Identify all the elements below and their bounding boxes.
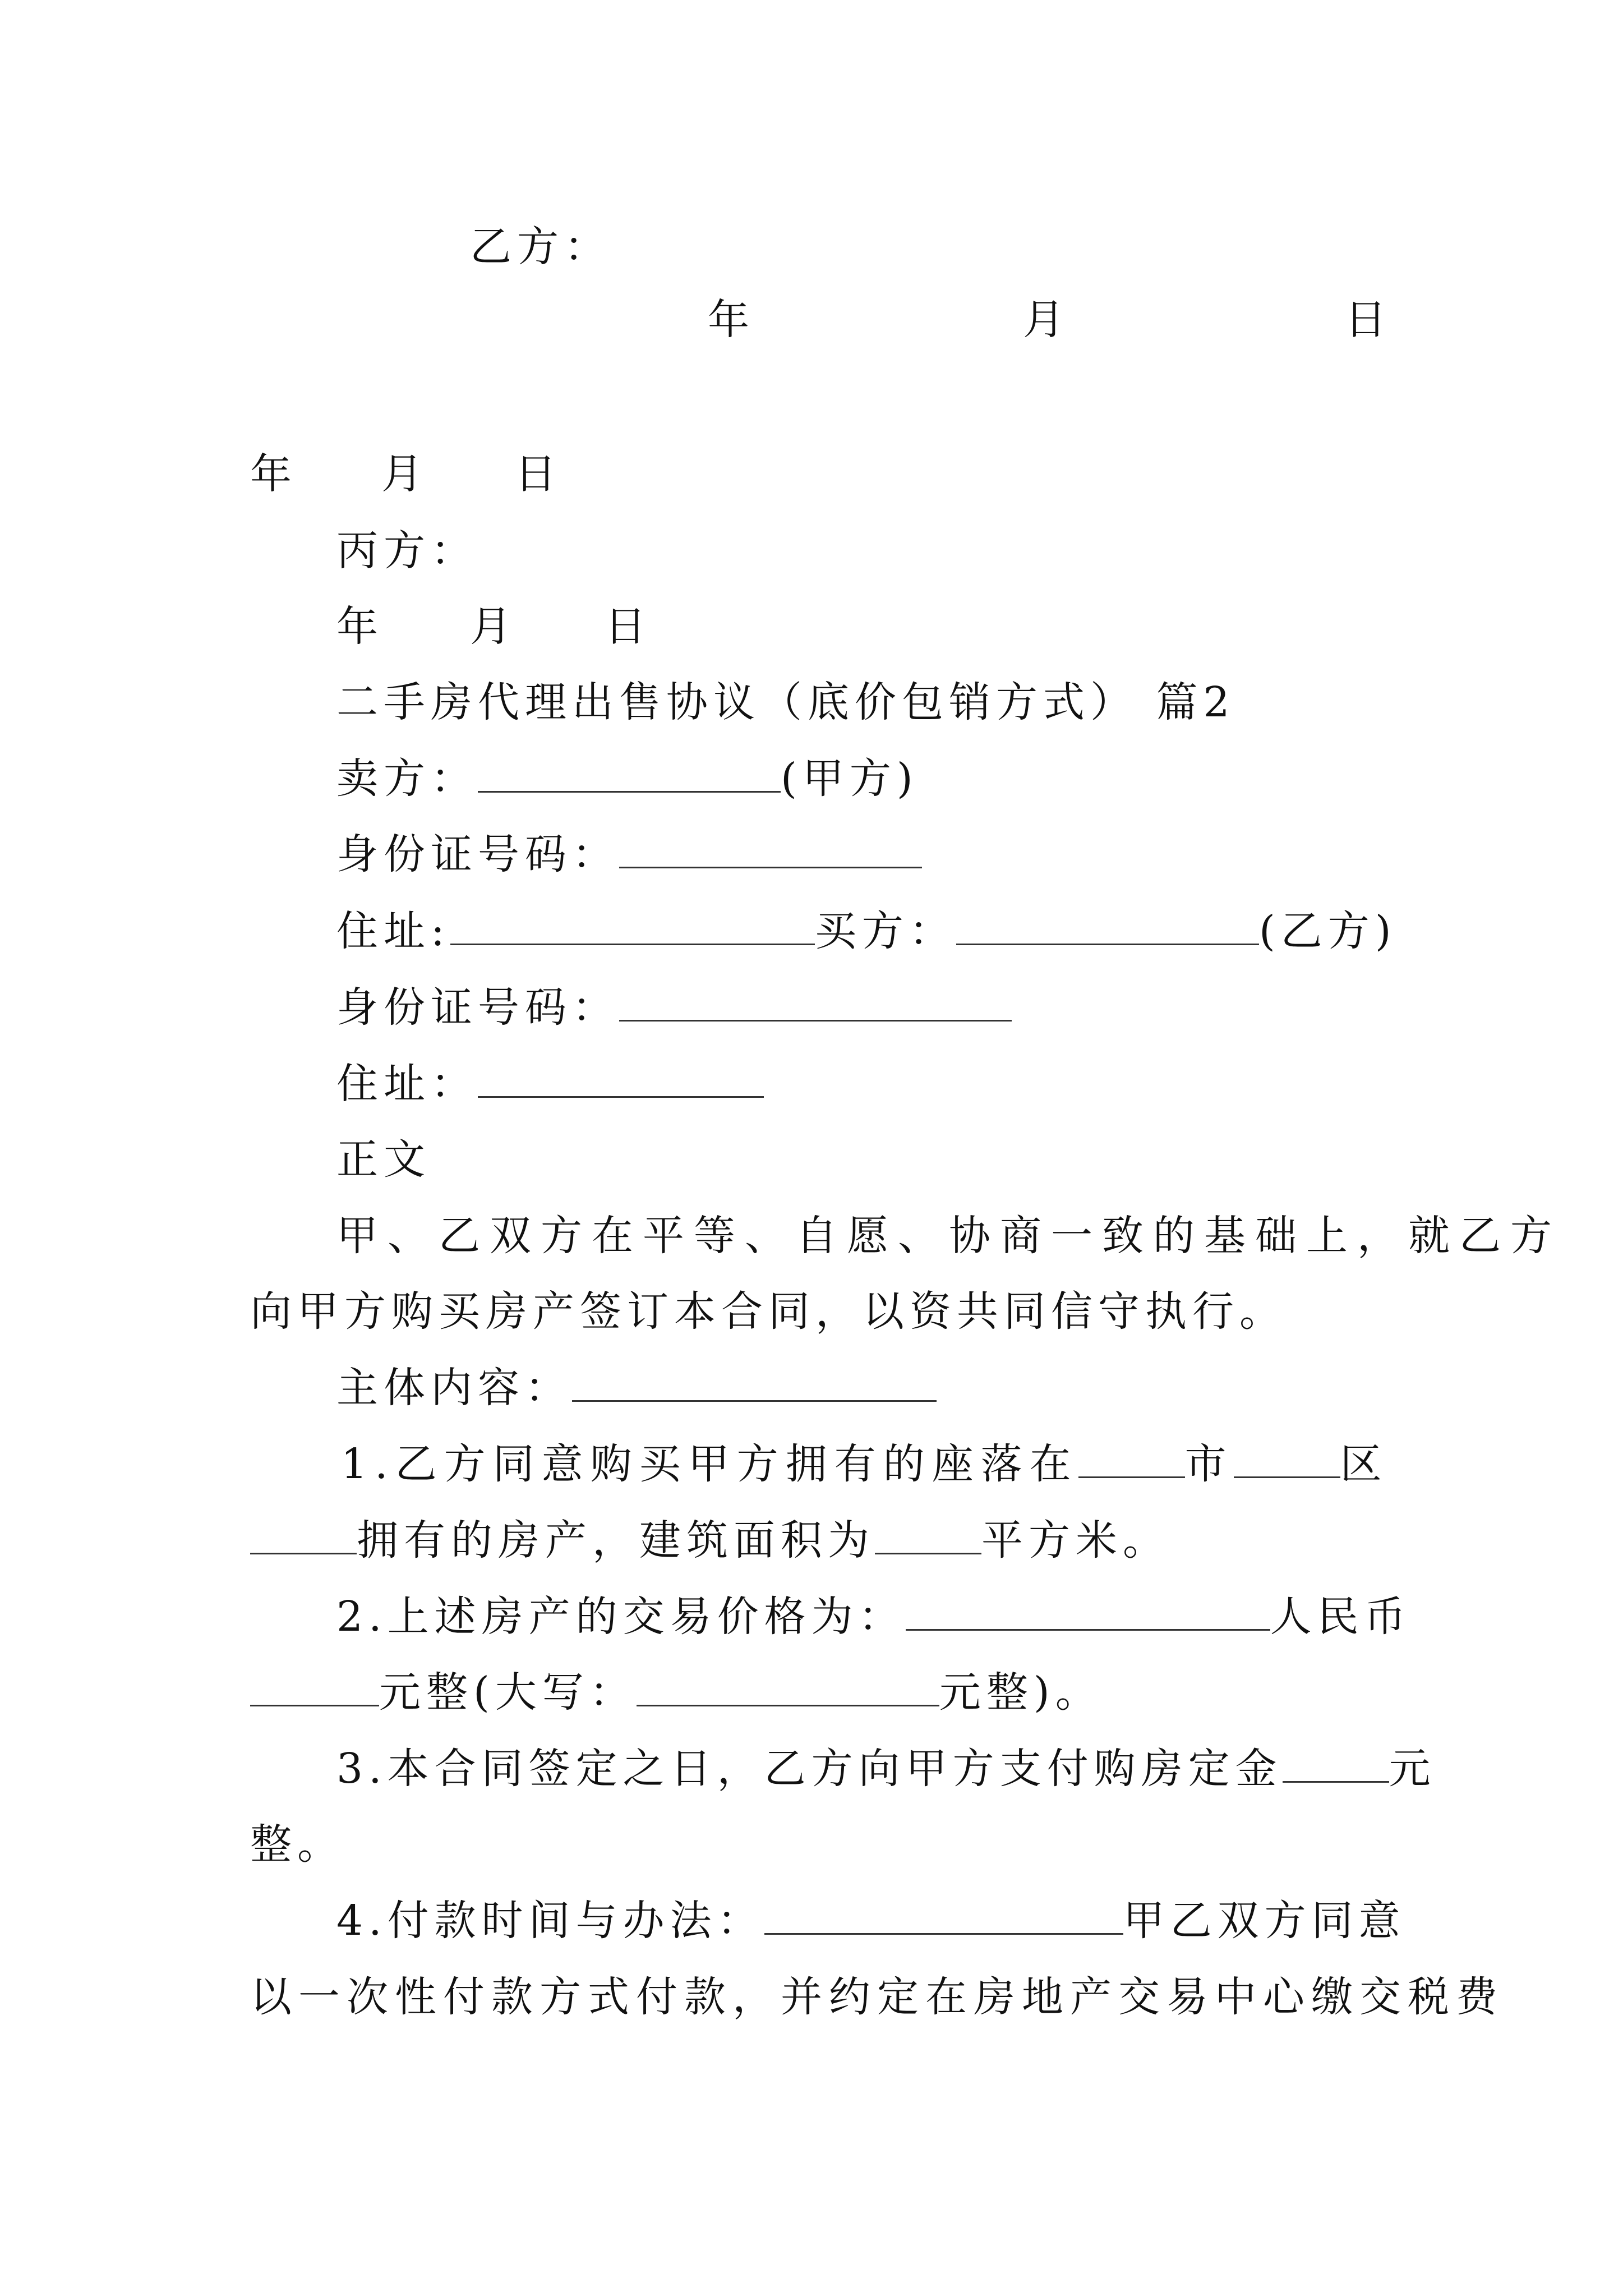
buyer-id-line — [336, 979, 1012, 1036]
clause-4-text: 甲乙双方同意 — [1123, 1897, 1406, 1945]
area-unit: 平方米。 — [981, 1516, 1170, 1565]
intro-paragraph-line-2: 向甲方购买房产签订本合同，以资共同信守执行。 — [250, 1287, 1287, 1336]
buyer-id-label: 身份证号码： — [336, 983, 619, 1032]
clause-4-line-2: 以一次性付款方式付款，并约定在房地产交易中心缴交税费 — [250, 1973, 1504, 2021]
payment-blank — [764, 1898, 1123, 1935]
city-blank — [1078, 1442, 1185, 1478]
buyer-id-blank — [619, 985, 1012, 1022]
seller-suffix: (甲方) — [781, 754, 919, 803]
seller-id-line — [336, 826, 922, 882]
clause-4-line-1 — [336, 1893, 1406, 1949]
clause-3-line-2: 整。 — [250, 1820, 344, 1869]
main-content-label: 主体内容： — [336, 1364, 572, 1412]
seller-address-blank — [450, 909, 815, 945]
deposit-unit: 元 — [1389, 1745, 1436, 1793]
clause-2-line-1 — [336, 1589, 1412, 1645]
clause-1-text: 1.乙方同意购买甲方拥有的座落在 — [341, 1440, 1078, 1488]
party-b-signature-label: 乙方： — [470, 223, 611, 271]
buyer-label: 买方： — [814, 907, 956, 955]
main-content-line — [336, 1360, 937, 1416]
seller-line — [336, 751, 919, 807]
district-label: 区 — [1340, 1440, 1389, 1488]
date-day: 日 — [515, 450, 562, 498]
date-year: 年 — [250, 450, 297, 498]
clause-3-line-1 — [336, 1741, 1436, 1797]
buyer-suffix: (乙方) — [1258, 907, 1397, 955]
street-blank — [250, 1518, 357, 1554]
seller-id-label: 身份证号码： — [336, 830, 619, 878]
document-title: 二手房代理出售协议（底价包销方式） 篇2 — [336, 678, 1235, 726]
price-amount-blank — [250, 1670, 379, 1706]
clause-2-text: 元整(大写： — [379, 1668, 637, 1717]
intro-text: 甲、乙双方在平等、自愿、协商一致的基础上，就乙方 — [336, 1212, 1561, 1260]
city-label: 市 — [1184, 1440, 1234, 1488]
clause-2-text: 元整)。 — [939, 1668, 1103, 1717]
main-content-blank — [572, 1365, 937, 1402]
district-blank — [1234, 1442, 1340, 1478]
clause-3-text: 3.本合同签定之日，乙方向甲方支付购房定金 — [336, 1745, 1283, 1793]
buyer-name-blank — [956, 909, 1259, 945]
date-day: 日 — [605, 602, 652, 651]
clause-1-text: 拥有的房产，建筑面积为 — [357, 1516, 875, 1565]
seller-name-blank — [478, 756, 781, 793]
rmb-label: 人民币 — [1270, 1593, 1412, 1641]
price-words-blank — [637, 1670, 939, 1706]
party-c-signature-label: 丙方： — [336, 527, 478, 575]
buyer-address-label: 住址： — [336, 1060, 478, 1108]
clause-1-line-1 — [341, 1436, 1389, 1492]
seller-id-blank — [619, 832, 922, 868]
date-year: 年 — [708, 296, 755, 344]
body-heading: 正文 — [336, 1135, 431, 1184]
clause-1-line-2 — [250, 1512, 1170, 1568]
date-year: 年 — [336, 602, 384, 651]
intro-paragraph-line-1 — [336, 1208, 1561, 1264]
seller-label: 卖方： — [336, 754, 478, 803]
deposit-blank — [1283, 1746, 1389, 1783]
price-blank — [906, 1594, 1270, 1631]
buyer-address-line — [336, 1056, 764, 1112]
date-month: 月 — [470, 602, 517, 651]
seller-address-buyer-line — [336, 903, 1397, 959]
clause-4-text: 4.付款时间与办法： — [336, 1897, 764, 1945]
clause-2-text: 2.上述房产的交易价格为： — [336, 1593, 906, 1641]
date-month: 月 — [1023, 296, 1070, 344]
date-day: 日 — [1345, 296, 1392, 344]
date-month: 月 — [381, 450, 428, 498]
area-blank — [875, 1518, 981, 1554]
seller-address-label: 住址: — [336, 907, 450, 955]
clause-2-line-2 — [250, 1664, 1103, 1720]
buyer-address-blank — [478, 1061, 764, 1098]
